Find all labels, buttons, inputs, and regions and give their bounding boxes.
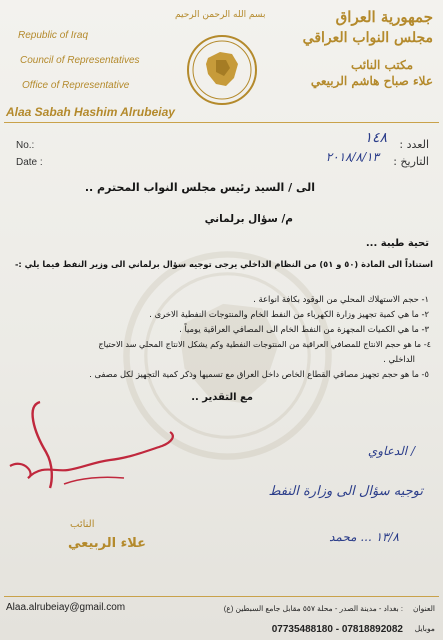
email-address: Alaa.alrubeiay@gmail.com xyxy=(6,602,126,613)
date-label: Date : xyxy=(16,157,43,168)
phone-numbers: 07735488180 - 07818892082 xyxy=(271,624,403,635)
number-label: No.: xyxy=(16,140,35,151)
question-item: ١- حجم الاستهلاك المحلي من الوقود بكافة انواعة . xyxy=(253,294,429,304)
question-item: ٣- ما هي الكميات المجهزة من النفط الخام الى المصافي العراقية يومياً . xyxy=(179,324,429,334)
arabic-number-label: العدد : xyxy=(399,138,429,151)
arabic-council: مجلس النواب العراقي xyxy=(302,30,433,46)
arabic-date-label: التاريخ : xyxy=(393,155,429,168)
closing-line: مع التقدير .. xyxy=(191,392,253,403)
handwritten-note-body: توجيه سؤال الى وزارة النفط xyxy=(268,484,423,499)
council-label: Council of Representatives xyxy=(20,55,140,66)
basmala: بسم الله الرحمن الرحيم xyxy=(175,10,266,20)
question-item: ٢- ما هي كمية تجهيز وزارة الكهرباء من النفط الخام والمنتوجات النفطية الاخرى . xyxy=(149,309,429,319)
signatory-name: علاء الربيعي xyxy=(68,536,147,551)
intro-paragraph: استناداً الى المادة (٥٠ و ٥١) من النظام الداخلي يرجى توجيه سؤال برلماني الى وزير النفط فيما يلي :- xyxy=(14,259,433,269)
iraq-emblem-icon xyxy=(186,34,258,106)
question-item: ٥- ما هو حجم تجهيز مصافي القطاع الخاص داخل العراق مع تسميها وذكر كمية التجهيز لكل مصفى . xyxy=(89,369,429,379)
handwritten-note-sign: ١٣/٨ ... محمد xyxy=(329,530,399,544)
postal-address: : بغداد - مدينة الصدر - محلة ٥٥٧ مقابل جامع السبطين (ع) xyxy=(223,604,403,613)
arabic-republic: جمهورية العراق xyxy=(335,8,433,26)
mobile-label: موبايل xyxy=(414,624,435,633)
signatory-title: النائب xyxy=(70,519,95,530)
address-label: العنوان xyxy=(413,604,435,613)
office-label: Office of Representative xyxy=(22,80,130,91)
question-item: ٤- ما هو حجم الانتاج للمصافي العراقية من المنتوجات النفطية وكم يشكل الانتاج المحلي سد الاحتياج xyxy=(98,339,431,349)
question-item-continued: الداخلي . xyxy=(383,354,415,364)
footer-divider xyxy=(4,596,439,597)
recipient-line: الى / السيد رئيس مجلس النواب المحترم .. xyxy=(84,181,315,194)
subject-line: م/ سؤال برلماني xyxy=(204,213,293,225)
arabic-office: مكتب النائب xyxy=(350,58,413,72)
representative-name-en: Alaa Sabah Hashim Alrubeiay xyxy=(6,105,175,119)
arabic-number-value: ١٤٨ xyxy=(364,130,387,146)
greeting: تحية طيبة ... xyxy=(365,238,429,249)
signature-icon xyxy=(6,392,181,502)
header-divider xyxy=(4,122,439,123)
republic-label: Republic of Iraq xyxy=(18,30,89,41)
arabic-representative-name: علاء صباح هاشم الربيعي xyxy=(310,74,433,88)
handwritten-note-heading: / الدعاوي xyxy=(367,444,415,458)
arabic-date-value: ٢٠١٨/٨/١٣ xyxy=(325,150,379,164)
